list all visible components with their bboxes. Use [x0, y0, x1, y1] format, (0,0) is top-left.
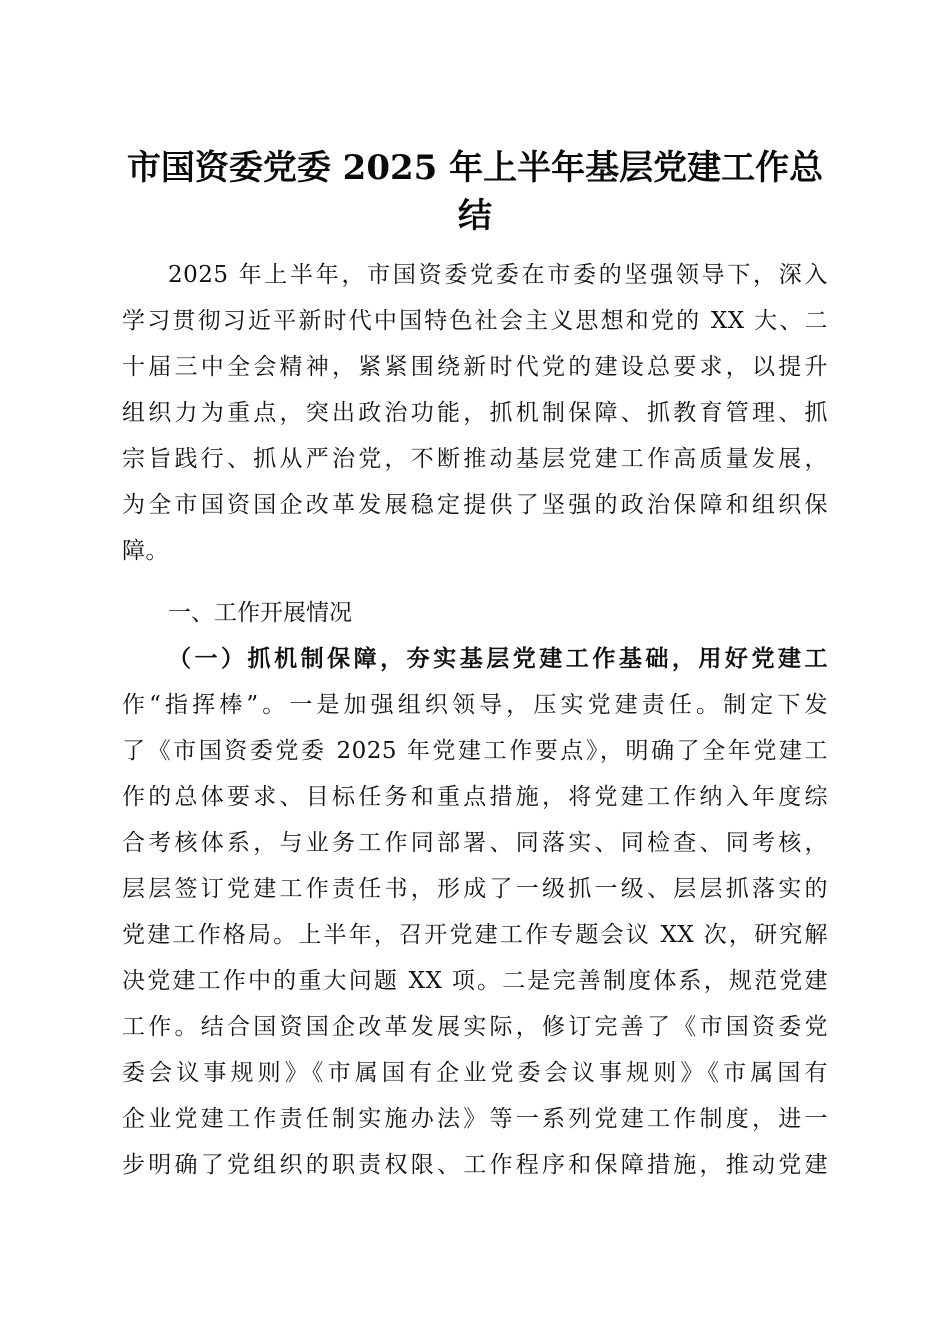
intro-paragraph-line: 十届三中全会精神，紧紧围绕新时代党的建设总要求，以提升 — [122, 354, 828, 380]
intro-paragraph-line: 组织力为重点，突出政治功能，抓机制保障、抓教育管理、抓 — [122, 400, 828, 426]
document-title-line-1: 市国资委党委 2025 年上半年基层党建工作总 — [126, 148, 824, 188]
intro-paragraph-line: 障。 — [122, 538, 169, 564]
document-title-line-2: 结 — [458, 196, 492, 236]
intro-paragraph-line: 宗旨践行、抓从严治党，不断推动基层党建工作高质量发展， — [122, 446, 828, 472]
body-paragraph-line: 委会议事规则》《市属国有企业党委会议事规则》《市属国有 — [122, 1060, 828, 1086]
section-heading: 一、工作开展情况 — [168, 600, 352, 626]
intro-paragraph-line: 学习贯彻习近平新时代中国特色社会主义思想和党的 XX 大、二 — [122, 308, 828, 334]
body-paragraph-line: 作“指挥棒”。一是加强组织领导，压实党建责任。制定下发 — [122, 692, 828, 718]
subsection-lead-line: （一）抓机制保障，夯实基层党建工作基础，用好党建工 — [168, 645, 828, 672]
body-paragraph-line: 层层签订党建工作责任书，形成了一级抓一级、层层抓落实的 — [122, 876, 828, 902]
body-paragraph-line: 合考核体系，与业务工作同部署、同落实、同检查、同考核， — [122, 830, 828, 856]
body-paragraph-line: 党建工作格局。上半年，召开党建工作专题会议 XX 次，研究解 — [122, 922, 828, 948]
body-paragraph-line: 步明确了党组织的职责权限、工作程序和保障措施，推动党建 — [122, 1152, 828, 1178]
intro-paragraph-line: 为全市国资国企改革发展稳定提供了坚强的政治保障和组织保 — [122, 492, 828, 518]
body-paragraph-line: 决党建工作中的重大问题 XX 项。二是完善制度体系，规范党建 — [122, 968, 828, 994]
body-paragraph-line: 企业党建工作责任制实施办法》等一系列党建工作制度，进一 — [122, 1106, 828, 1132]
body-paragraph-line: 工作。结合国资国企改革发展实际，修订完善了《市国资委党 — [122, 1014, 828, 1040]
body-paragraph-line: 作的总体要求、目标任务和重点措施，将党建工作纳入年度综 — [122, 784, 828, 810]
body-paragraph-line: 了《市国资委党委 2025 年党建工作要点》，明确了全年党建工 — [122, 738, 828, 764]
intro-paragraph-line: 2025 年上半年，市国资委党委在市委的坚强领导下，深入 — [168, 262, 828, 288]
